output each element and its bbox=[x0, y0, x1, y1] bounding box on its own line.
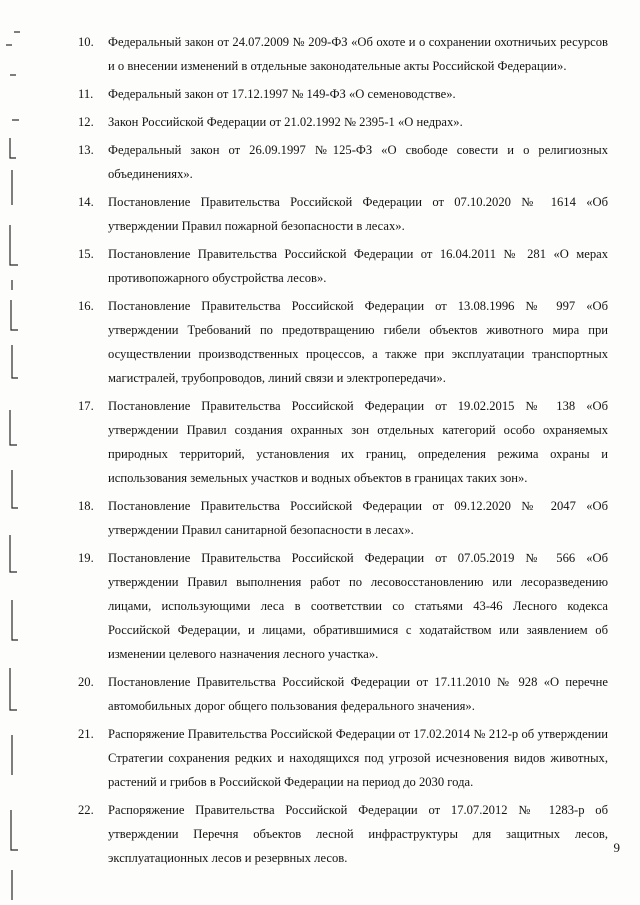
item-text: Федеральный закон от 17.12.1997 № 149-ФЗ «О семеноводстве». bbox=[108, 87, 456, 101]
item-text: Постановление Правительства Российской Федерации от 07.05.2019 № 566 «Об утверждении Правил выполнения работ по лесовосстановлению или лесоразведению лицами, использующими леса в соответствии со статьями 43-46 Лесного кодекса Российской Федерации, и лицами, обратившимися с ходатайством или заявлением об изменении целевого назначения лесного участка». bbox=[108, 551, 608, 661]
list-item bbox=[78, 30, 608, 78]
list-item bbox=[78, 670, 608, 718]
item-text: Федеральный закон от 24.07.2009 № 209-ФЗ «Об охоте и о сохранении охотничьих ресурсов и о внесении изменений в отдельные законодательные акты Российской Федерации». bbox=[108, 35, 608, 73]
item-text: Федеральный закон от 26.09.1997 №125-ФЗ «О свободе совести и о религиозных объединениях». bbox=[108, 143, 608, 181]
list-item bbox=[78, 294, 608, 390]
item-text: Постановление Правительства Российской Федерации от 16.04.2011 № 281 «О мерах противопожарного обустройства лесов». bbox=[108, 247, 608, 285]
item-number: 18. bbox=[78, 499, 94, 513]
item-text: Постановление Правительства Российской Федерации от 17.11.2010 № 928 «О перечне автомобильных дорог общего пользования федерального значения». bbox=[108, 675, 608, 713]
item-number: 22. bbox=[78, 803, 94, 817]
list-item bbox=[78, 190, 608, 238]
item-text: Постановление Правительства Российской Федерации от 13.08.1996 № 997 «Об утверждении Требований по предотвращению гибели объектов животного мира при осуществлении производственных процессов, а также при эксплуатации транспортных магистралей, трубопроводов, линий связи и электропередачи». bbox=[108, 299, 608, 385]
item-text: Постановление Правительства Российской Федерации от 19.02.2015 № 138 «Об утверждении Правил создания охранных зон отдельных категорий особо охраняемых природных территорий, установления их границ, определения режима охраны и использования земельных участков и водных объектов в границах таких зон». bbox=[108, 399, 608, 485]
list-item bbox=[78, 722, 608, 794]
item-number: 10. bbox=[78, 35, 94, 49]
item-text: Распоряжение Правительства Российской Федерации от 17.02.2014 № 212-р об утверждении Стратегии сохранения редких и находящихся под угрозой исчезновения видов животных, растений и грибов в Российской Федерации на период до 2030 года. bbox=[108, 727, 608, 789]
item-text: Закон Российской Федерации от 21.02.1992 № 2395-1 «О недрах». bbox=[108, 115, 463, 129]
scan-binding-marks bbox=[0, 0, 40, 905]
item-number: 17. bbox=[78, 399, 94, 413]
item-number: 19. bbox=[78, 551, 94, 565]
item-number: 21. bbox=[78, 727, 94, 741]
list-item bbox=[78, 242, 608, 290]
item-number: 14. bbox=[78, 195, 94, 209]
item-text: Распоряжение Правительства Российской Федерации от 17.07.2012 № 1283-р об утверждении Перечня объектов лесной инфраструктуры для защитных лесов, эксплуатационных лесов и резервных лесов. bbox=[108, 803, 608, 865]
item-text: Постановление Правительства Российской Федерации от 07.10.2020 № 1614 «Об утверждении Правил пожарной безопасности в лесах». bbox=[108, 195, 608, 233]
item-number: 16. bbox=[78, 299, 94, 313]
item-text: Постановление Правительства Российской Федерации от 09.12.2020 № 2047 «Об утверждении Правил санитарной безопасности в лесах». bbox=[108, 499, 608, 537]
page-number: 9 bbox=[613, 840, 620, 855]
item-number: 12. bbox=[78, 115, 94, 129]
list-item bbox=[78, 138, 608, 186]
list-item bbox=[78, 546, 608, 666]
list-item bbox=[78, 394, 608, 490]
document-list bbox=[78, 30, 608, 874]
list-item bbox=[78, 798, 608, 870]
item-number: 13. bbox=[78, 143, 94, 157]
item-number: 20. bbox=[78, 675, 94, 689]
list-item bbox=[78, 494, 608, 542]
list-item bbox=[78, 82, 608, 106]
item-number: 15. bbox=[78, 247, 94, 261]
item-number: 11. bbox=[78, 87, 94, 101]
list-item bbox=[78, 110, 608, 134]
